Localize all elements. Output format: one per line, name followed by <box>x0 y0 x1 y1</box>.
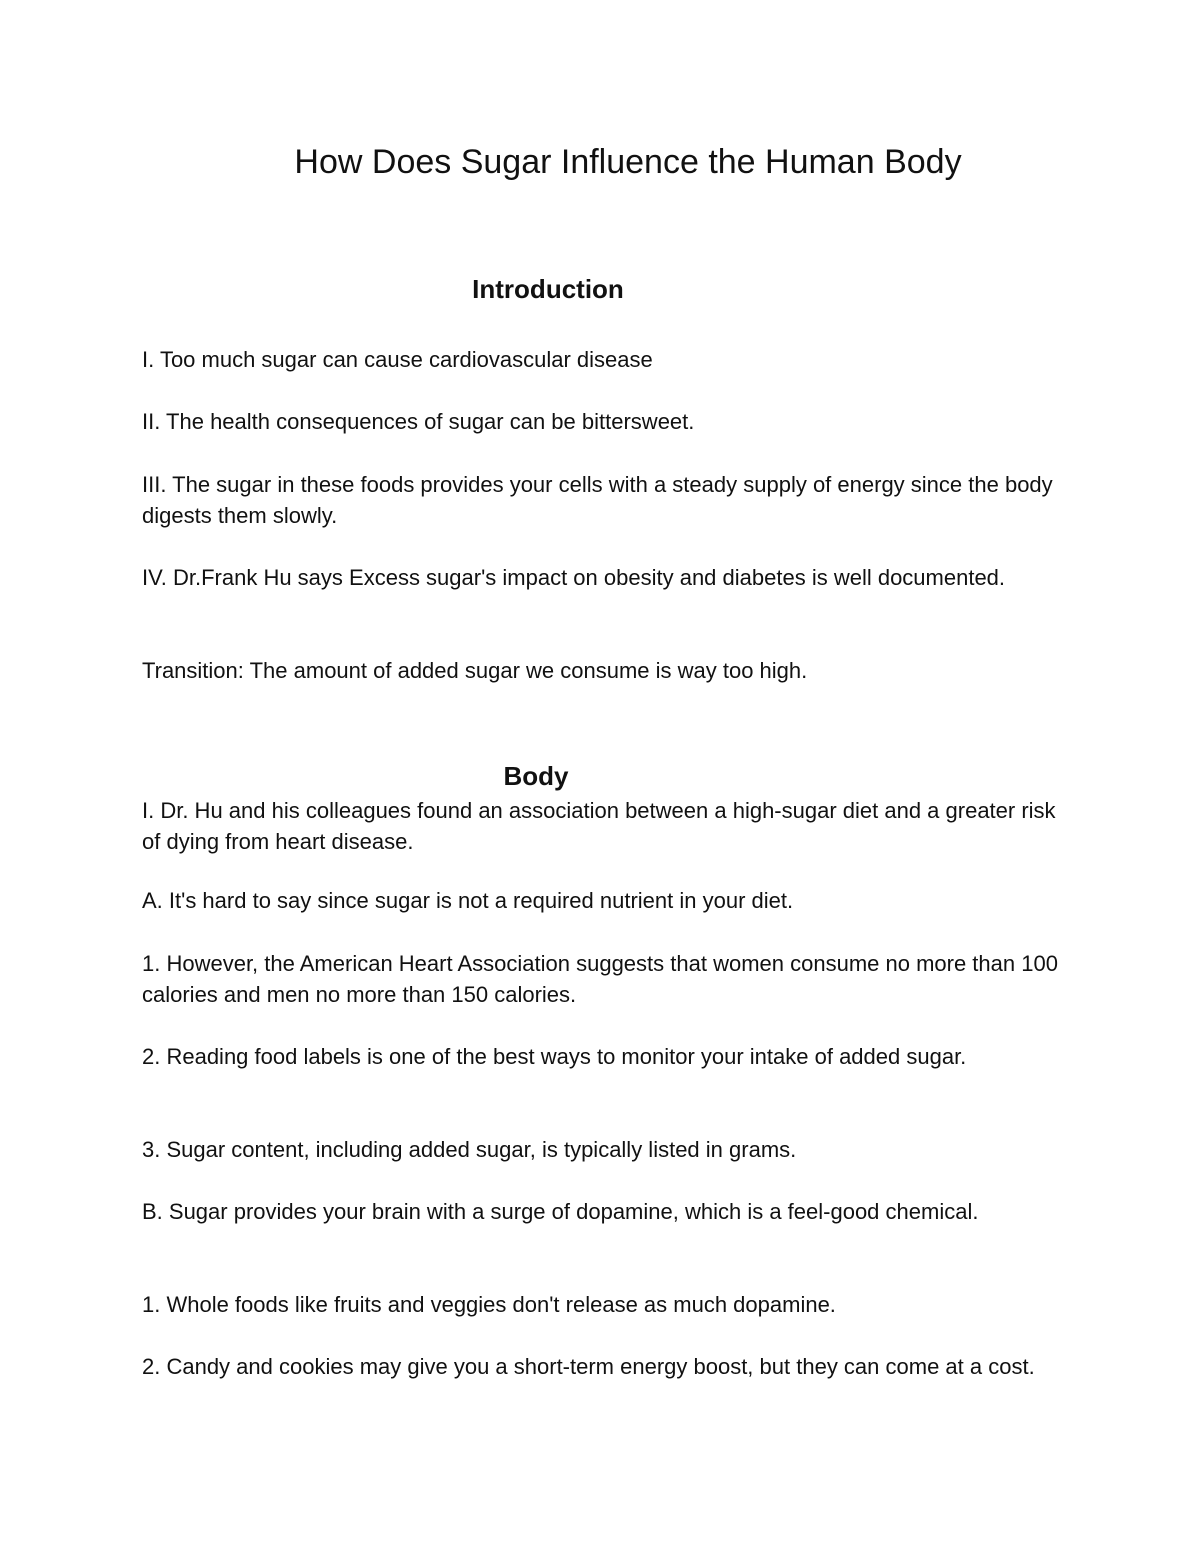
body-point-A: A. It's hard to say since sugar is not a required nutrient in your diet. <box>142 888 794 913</box>
introduction-heading: Introduction <box>472 274 624 304</box>
body-point-B2: 2. Candy and cookies may give you a short-term energy boost, but they can come at a cost. <box>142 1354 1035 1379</box>
intro-point-1: I. Too much sugar can cause cardiovascular disease <box>142 347 653 372</box>
body-point-A2: 2. Reading food labels is one of the best ways to monitor your intake of added sugar. <box>142 1044 967 1069</box>
body-heading: Body <box>503 761 569 791</box>
body-point-A1: 1. However, the American Heart Association suggests that women consume no more than 100 calories and men no more than 150 calories. <box>142 951 1058 1007</box>
document-title: How Does Sugar Influence the Human Body <box>294 143 962 181</box>
intro-point-2: II. The health consequences of sugar can be bittersweet. <box>142 409 695 434</box>
intro-transition: Transition: The amount of added sugar we consume is way too high. <box>142 658 808 683</box>
body-point-B: B. Sugar provides your brain with a surge of dopamine, which is a feel-good chemical. <box>142 1199 979 1224</box>
body-point-A3: 3. Sugar content, including added sugar, is typically listed in grams. <box>142 1137 797 1162</box>
body-point-B1: 1. Whole foods like fruits and veggies don't release as much dopamine. <box>142 1292 836 1317</box>
intro-point-4: IV. Dr.Frank Hu says Excess sugar's impact on obesity and diabetes is well documented. <box>142 565 1006 590</box>
body-point-I: I. Dr. Hu and his colleagues found an association between a high-sugar diet and a greater risk of dying from heart disease. <box>142 798 1056 854</box>
intro-point-3: III. The sugar in these foods provides your cells with a steady supply of energy since the body digests them slowly. <box>142 472 1053 528</box>
